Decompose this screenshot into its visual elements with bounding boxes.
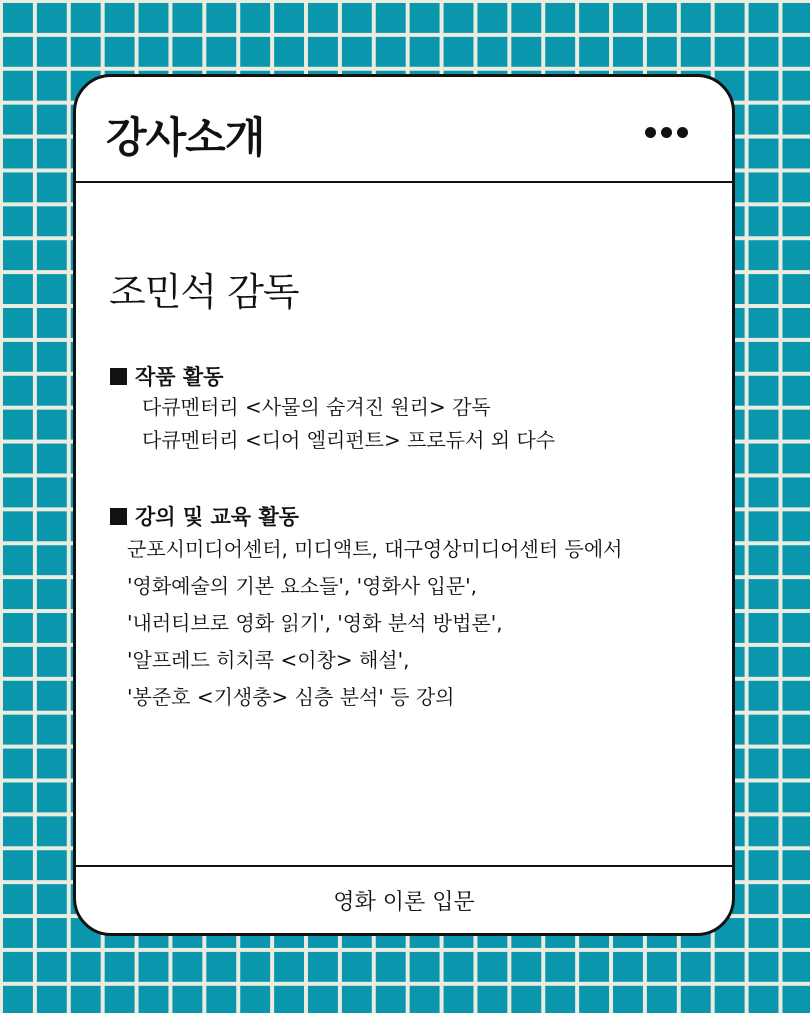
bullet-square-icon bbox=[110, 368, 127, 385]
instructor-card bbox=[73, 74, 735, 936]
lectures-heading-label: 강의 및 교육 활동 bbox=[135, 505, 299, 529]
card-header bbox=[76, 77, 732, 183]
dot bbox=[677, 127, 688, 138]
lectures-line: 군포시미디어센터, 미디액트, 대구영상미디어센터 등에서 bbox=[127, 537, 623, 561]
bullet-square-icon bbox=[110, 508, 127, 525]
page-title: 강사소개 bbox=[106, 113, 265, 162]
lectures-line: '영화예술의 기본 요소들', '영화사 입문', bbox=[127, 574, 477, 598]
card-footer bbox=[76, 865, 732, 933]
more-dots-icon[interactable] bbox=[645, 127, 688, 138]
lectures-section bbox=[110, 501, 622, 716]
works-line: 다큐멘터리 <디어 엘리펀트> 프로듀서 외 다수 bbox=[142, 428, 556, 452]
instructor-name: 조민석 감독 bbox=[109, 270, 299, 314]
lectures-line: '봉준호 <기생충> 심층 분석' 등 강의 bbox=[127, 685, 455, 709]
footer-text: 영화 이론 입문 bbox=[333, 889, 475, 915]
works-section bbox=[110, 361, 555, 457]
works-line: 다큐멘터리 <사물의 숨겨진 원리> 감독 bbox=[142, 395, 491, 419]
lectures-heading bbox=[110, 501, 622, 531]
lectures-line: '내러티브로 영화 읽기', '영화 분석 방법론', bbox=[127, 611, 503, 635]
works-heading bbox=[110, 361, 555, 391]
lectures-line: '알프레드 히치콕 <이창> 해설', bbox=[127, 648, 410, 672]
works-heading-label: 작품 활동 bbox=[135, 365, 224, 389]
dot bbox=[645, 127, 656, 138]
dot bbox=[661, 127, 672, 138]
